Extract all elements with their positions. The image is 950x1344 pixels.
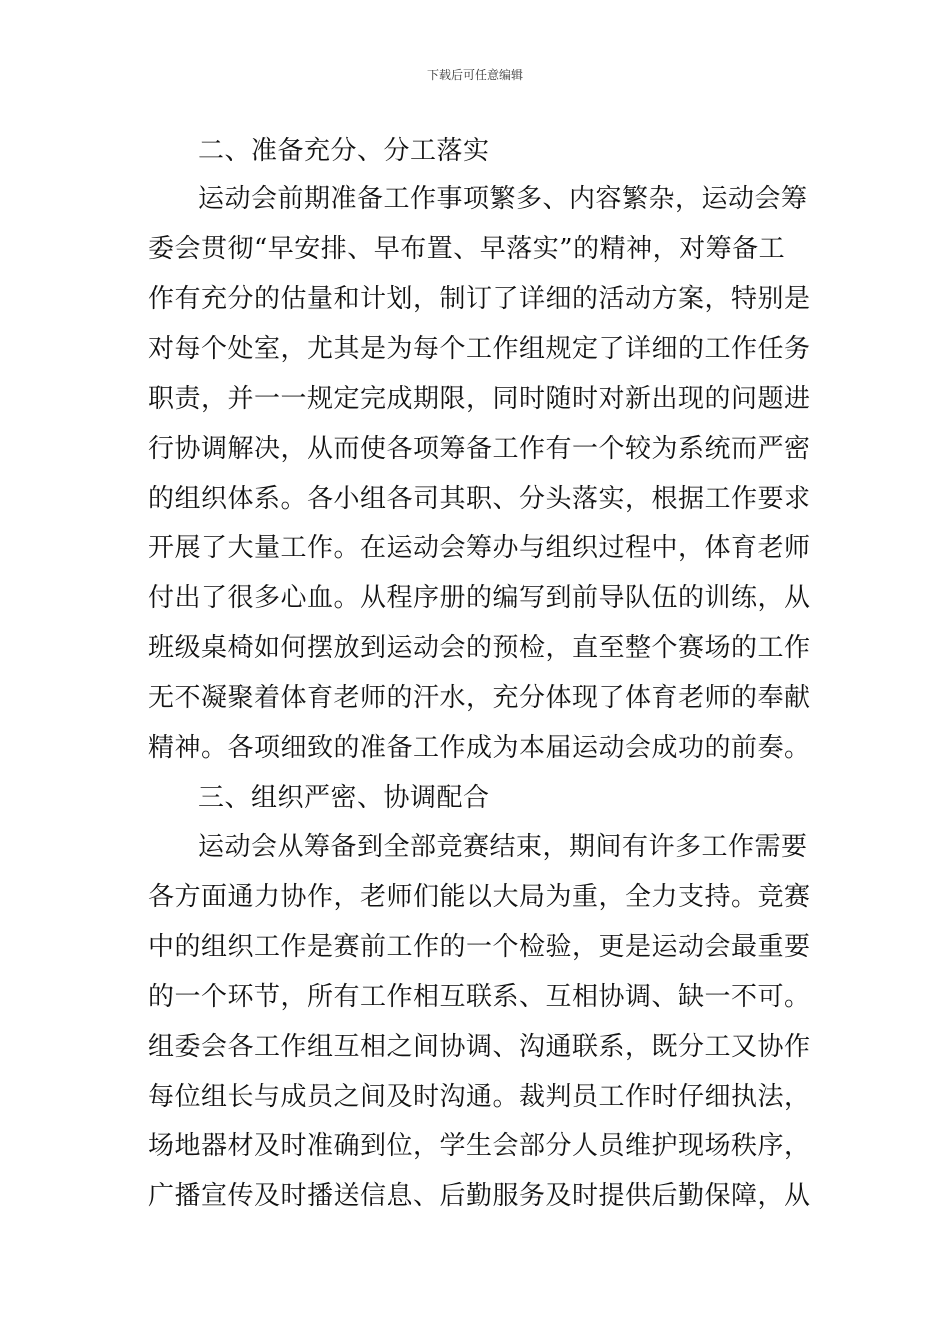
paragraph-line: 中的组织工作是赛前工作的一个检验，更是运动会最重要	[148, 932, 811, 962]
paragraph-line: 的组织体系。各小组各司其职、分头落实，根据工作要求	[148, 484, 811, 514]
paragraph-line: 开展了大量工作。在运动会筹办与组织过程中，体育老师	[148, 533, 811, 563]
paragraph-line: 行协调解决，从而使各项筹备工作有一个较为系统而严密	[148, 434, 811, 464]
paragraph-line: 的一个环节，所有工作相互联系、互相协调、缺一不可。	[148, 982, 811, 1012]
paragraph-line: 运动会从筹备到全部竞赛结束，期间有许多工作需要	[198, 832, 808, 862]
paragraph-line: 精神。各项细致的准备工作成为本届运动会成功的前奏。	[148, 733, 811, 763]
page-header-note: 下载后可任意编辑	[426, 68, 523, 82]
paragraph-line: 每位组长与成员之间及时沟通。裁判员工作时仔细执法，	[148, 1082, 811, 1112]
paragraph-line: 广播宣传及时播送信息、后勤服务及时提供后勤保障，从	[148, 1181, 811, 1211]
paragraph-line: 班级桌椅如何摆放到运动会的预检，直至整个赛场的工作	[148, 633, 811, 663]
section-heading-3: 三、组织严密、协调配合	[198, 783, 490, 813]
paragraph-line: 委会贯彻“早安排、早布置、早落实”的精神，对筹备工	[148, 234, 786, 264]
paragraph-line: 组委会各工作组互相之间协调、沟通联系，既分工又协作	[148, 1032, 811, 1062]
section-heading-2: 二、准备充分、分工落实	[198, 136, 490, 166]
paragraph-line: 作有充分的估量和计划，制订了详细的活动方案，特别是	[148, 284, 811, 314]
paragraph-line: 职责，并一一规定完成期限，同时随时对新出现的问题进	[148, 384, 811, 414]
paragraph-line: 对每个处室，尤其是为每个工作组规定了详细的工作任务	[148, 334, 811, 364]
paragraph-line: 运动会前期准备工作事项繁多、内容繁杂，运动会筹	[198, 184, 808, 214]
paragraph-line: 付出了很多心血。从程序册的编写到前导队伍的训练，从	[148, 583, 811, 613]
paragraph-line: 无不凝聚着体育老师的汗水，充分体现了体育老师的奉献	[148, 683, 811, 713]
paragraph-line: 各方面通力协作，老师们能以大局为重，全力支持。竞赛	[148, 882, 811, 912]
paragraph-line: 场地器材及时准确到位，学生会部分人员维护现场秩序，	[148, 1131, 811, 1161]
